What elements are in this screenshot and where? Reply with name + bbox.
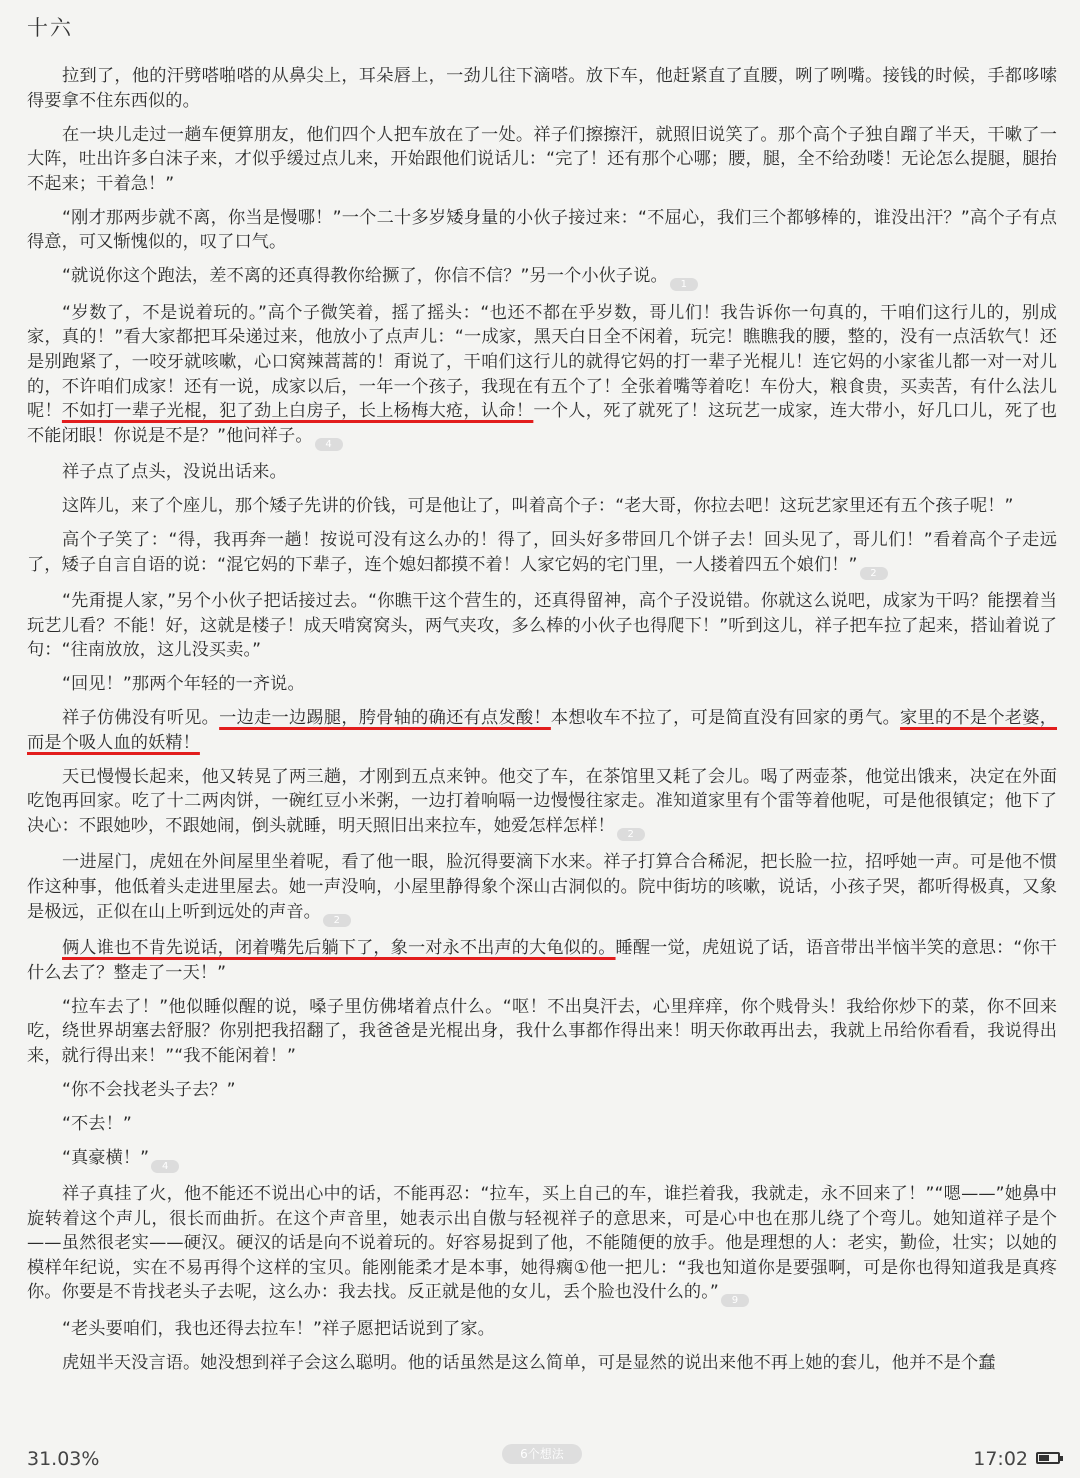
note-count-badge[interactable]: 2 <box>323 914 351 927</box>
highlighted-text[interactable]: 家里的不是个老婆，而是个吸人血的妖精！ <box>27 708 1058 753</box>
paragraph[interactable] <box>27 1351 1057 1376</box>
note-count-badge[interactable]: 2 <box>860 567 888 580</box>
battery-icon <box>1036 1452 1060 1464</box>
paragraph[interactable] <box>27 936 1057 985</box>
note-count-badge[interactable]: 4 <box>315 438 343 451</box>
text-segment: 祥子真挂了火，他不能还不说出心中的话，不能再忍：“拉车，买上自己的车，谁拦着我，我就走，永不回来了！”“嗯——”她鼻中旋转着这个声儿，很长而曲折。在这个声音里，她表示出自傲与轻视祥子的意思来，可是心中也在那儿绕了个弯儿。她知道祥子是个——虽然很老实——硬汉。硬汉的话是向不说着玩的。好容易捉到了他，不能随便的放手。他是理想的人：老实，勤俭，壮实；以她的模样年纪说，实在不易再得个这样的宝贝。能刚能柔才是本事，她得瘸①他一把儿：“我也知道你是要强啊，可是你也得知道我是真疼你。你要是不肯找老头子去呢，这么办：我去找。反正就是他的女儿，丢个脸也没什么的。” <box>27 1184 1057 1303</box>
paragraph[interactable] <box>27 1182 1057 1307</box>
highlighted-text[interactable]: 一边走一边踢腿，胯骨轴的确还有点发酸！ <box>219 708 551 729</box>
text-segment: “不去！” <box>62 1113 132 1134</box>
text-segment: 这阵儿，来了个座儿，那个矮子先讲的价钱，可是他让了，叫着高个子：“老大哥，你拉去吧！这玩艺家里还有五个孩子呢！” <box>62 496 1014 517</box>
text-segment: “你不会找老头子去？” <box>62 1079 236 1100</box>
text-segment: 高个子笑了：“得，我再奔一趟！按说可没有这么办的！得了，回头好多带回几个饼子去！回头见了，哥儿们！”看着高个子走远了，矮子自言自语的说：“混它妈的下辈子，连个媳妇都摸不着！人家它妈的宅门里，一人搂着四五个娘们！” <box>27 530 1057 575</box>
paragraph[interactable] <box>27 123 1057 197</box>
note-count-badge[interactable]: 9 <box>721 1294 749 1307</box>
clock-time: 17:02 <box>973 1448 1028 1470</box>
paragraph[interactable] <box>27 706 1057 755</box>
paragraph[interactable] <box>27 850 1057 926</box>
note-count-badge[interactable]: 1 <box>670 278 698 291</box>
text-segment: 拉到了，他的汗劈嗒啪嗒的从鼻尖上，耳朵唇上，一劲儿往下滴嗒。放下车，他赶紧直了直腰，咧了咧嘴。接钱的时候，手都哆嗦得要拿不住东西似的。 <box>27 66 1057 111</box>
text-segment: 一个人，死了就死了！这玩艺一成家，连大带小，好几口儿，死了也不能闭眼！你说是不是？”他问祥子。 <box>27 401 1057 446</box>
paragraph[interactable] <box>27 460 1057 485</box>
paragraph[interactable] <box>27 64 1057 113</box>
text-segment: 虎妞半天没言语。她没想到祥子会这么聪明。他的话虽然是这么简单，可是显然的说出来他不再上她的套儿，他并不是个蠢 <box>62 1352 996 1373</box>
note-count-badge[interactable]: 2 <box>617 828 645 841</box>
note-count-badge[interactable]: 4 <box>151 1160 179 1173</box>
text-segment: 睡醒一觉，虎妞说了话，语音带出半恼半笑的意思：“你干什么去了？整走了一天！” <box>27 937 1058 983</box>
text-segment: “先甭提人家，”另个小伙子把话接过去。“你瞧干这个营生的，还真得留神，高个子没说错。你就这么说吧，成家为干吗？能摆着当玩艺儿看？不能！好，这就是楼子！成天啃窝窝头，两气夹攻，多么棒的小伙子也得爬下！”听到这儿，祥子把车拉了起来，搭讪着说了句：“往南放放，这儿没买卖。” <box>27 591 1057 661</box>
paragraph[interactable] <box>27 589 1057 663</box>
text-segment: “拉车去了！”他似睡似醒的说，嗓子里仿佛堵着点什么。“呕！不出臭汗去，心里痒痒，你个贱骨头！我给你炒下的菜，你不回来吃，绕世界胡塞去舒服？你别把我招翻了，我爸爸是光棍出身，我什么事都作得出来！明天你敢再出去，我就上吊给你看看，我说得出来，就行得出来！”“我不能闲着！” <box>27 996 1057 1066</box>
paragraph[interactable] <box>27 1146 1057 1173</box>
reader-body[interactable] <box>27 64 1057 1385</box>
paragraph[interactable] <box>27 528 1057 580</box>
chapter-title: 十六 <box>27 16 73 40</box>
paragraph[interactable] <box>27 301 1057 451</box>
text-segment: 在一块儿走过一趟车便算朋友，他们四个人把车放在了一处。祥子们擦擦汗，就照旧说笑了。那个高个子独自蹓了半天，干嗽了一大阵，吐出许多白沫子来，才似乎缓过点儿来，开始跟他们说话儿：“完了！还有那个心哪；腰，腿，全不给劲喽！无论怎么提腿，腿抬不起来；干着急！” <box>27 124 1057 194</box>
paragraph[interactable] <box>27 206 1057 255</box>
text-segment: 祥子仿佛没有听见。 <box>62 708 220 729</box>
text-segment: “真豪横！” <box>62 1147 150 1168</box>
text-segment: “刚才那两步就不离，你当是慢哪！”一个二十多岁矮身量的小伙子接过来：“不屈心，我们三个都够棒的，谁没出汗？”高个子有点得意，可又惭愧似的，叹了口气。 <box>27 207 1057 253</box>
reading-progress: 31.03% <box>27 1448 100 1470</box>
paragraph[interactable] <box>27 1112 1057 1137</box>
paragraph[interactable] <box>27 1317 1057 1342</box>
text-segment: “回见！”那两个年轻的一齐说。 <box>62 674 305 695</box>
text-segment: “岁数了，不是说着玩的。”高个子微笑着，摇了摇头：“也还不都在乎岁数，哥儿们！我告诉你一句真的，干咱们这行儿的，别成家，真的！”看大家都把耳朵递过来，他放小了点声儿：“一成家，黑天白日全不闲着，玩完！瞧瞧我的腰，整的，没有一点活软气！还是别跑紧了，一咬牙就咳嗽，心口窝辣蒿蒿的！甭说了，干咱们这行儿的就得它妈的打一辈子光棍儿！连它妈的小家雀儿都一对一对儿的，不许咱们成家！还有一说，成家以后，一年一个孩子，我现在有五个了！全张着嘴等着吃！车份大，粮食贵，买卖苦，有什么法儿呢！ <box>27 302 1057 422</box>
text-segment: 本想收车不拉了，可是简直没有回家的勇气。 <box>550 708 901 729</box>
paragraph[interactable] <box>27 1078 1057 1103</box>
text-segment: 一进屋门，虎妞在外间屋里坐着呢，看了他一眼，脸沉得要滴下水来。祥子打算合合稀泥，把长脸一拉，招呼她一声。可是他不惯作这种事，他低着头走进里屋去。她一声没响，小屋里静得象个深山古洞似的。院中街坊的咳嗽，说话，小孩子哭，都听得极真，又象是极远，正似在山上听到远处的声音。 <box>27 852 1057 922</box>
highlighted-text[interactable]: 不如打一辈子光棍，犯了劲上白房子，长上杨梅大疮，认命！ <box>61 401 534 422</box>
text-segment: 祥子点了点头，没说出话来。 <box>62 462 287 483</box>
paragraph[interactable] <box>27 765 1057 841</box>
text-segment: “就说你这个跑法，差不离的还真得教你给撅了，你信不信？”另一个小伙子说。 <box>62 266 668 287</box>
text-segment: “老头要咱们，我也还得去拉车！”祥子愿把话说到了家。 <box>62 1318 495 1339</box>
paragraph[interactable] <box>27 672 1057 697</box>
paragraph[interactable] <box>27 494 1057 519</box>
highlighted-text[interactable]: 俩人谁也不肯先说话，闭着嘴先后躺下了，象一对永不出声的大龟似的。 <box>62 937 616 958</box>
paragraph[interactable] <box>27 264 1057 291</box>
paragraph[interactable] <box>27 995 1057 1069</box>
thoughts-button[interactable]: 6个想法 <box>502 1444 582 1464</box>
text-segment: 天已慢慢长起来，他又转晃了两三趟，才刚到五点来钟。他交了车，在茶馆里又耗了会儿。喝了两壶茶，他觉出饿来，决定在外面吃饱再回家。吃了十二两肉饼，一碗红豆小米粥，一边打着响嗝一边慢慢往家走。准知道家里有个雷等着他呢，可是他很镇定；他下了决心：不跟她吵，不跟她闹，倒头就睡，明天照旧出来拉车，她爱怎样怎样！ <box>27 766 1057 836</box>
